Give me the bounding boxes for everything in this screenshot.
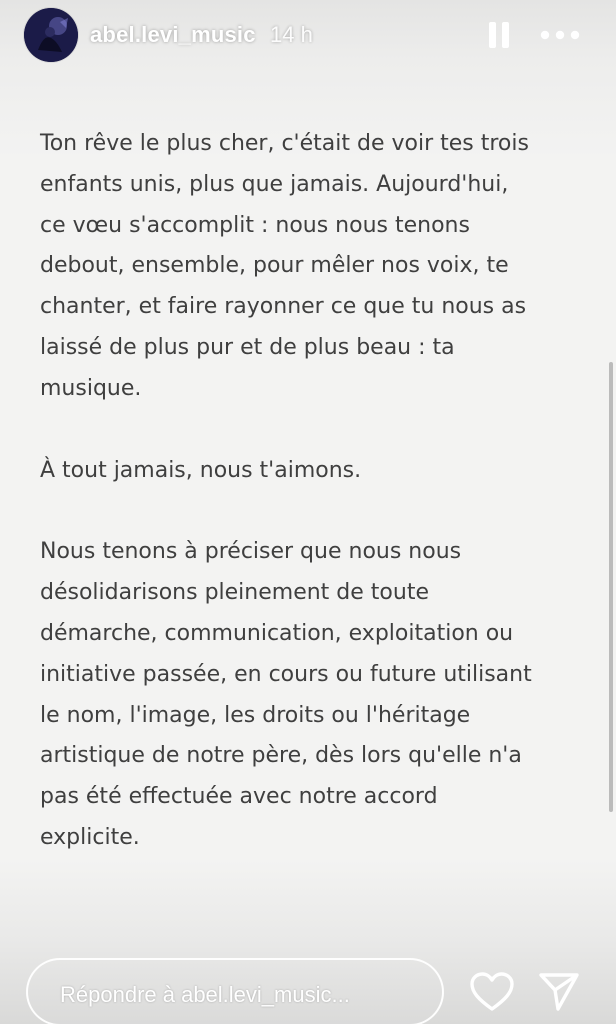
story-paragraph: Nous tenons à préciser que nous nous désolidarisons pleinement de toute démarche, communication, exploitation ou initiative passée, en cours ou future utilisant le nom, l'image, les droits ou l'héritage artistique de notre père, dès lors qu'elle n'a pas été effectuée avec notre accord explicite.: [40, 539, 532, 850]
more-options-button[interactable]: [538, 20, 582, 50]
scroll-indicator: [609, 362, 613, 812]
reply-input[interactable]: [26, 958, 444, 1024]
story-username[interactable]: abel.levi_music: [90, 22, 256, 47]
pause-button[interactable]: [484, 18, 514, 52]
send-button[interactable]: [536, 968, 582, 1014]
story-paragraph: À tout jamais, nous t'aimons.: [40, 457, 362, 483]
avatar[interactable]: [24, 8, 78, 62]
story-paragraph: Ton rêve le plus cher, c'était de voir tes trois enfants unis, plus que jamais. Aujourd'hui, ce vœu s'accomplit : nous nous tenons debout, ensemble, pour mêler nos voix, te chanter, et faire rayonner ce que tu nous as laissé de plus pur et de plus beau : ta musique.: [40, 131, 529, 401]
story-timestamp: 14 h: [270, 22, 313, 47]
story-text-content: [40, 124, 580, 900]
avatar-image: [24, 8, 78, 62]
like-button[interactable]: [468, 970, 516, 1014]
send-icon: [536, 968, 582, 1014]
story-header: [0, 0, 616, 72]
reply-placeholder: Répondre à abel.levi_music...: [60, 982, 350, 1007]
more-horizontal-icon: [538, 20, 582, 50]
heart-icon: [468, 970, 516, 1014]
pause-icon: [484, 18, 514, 52]
